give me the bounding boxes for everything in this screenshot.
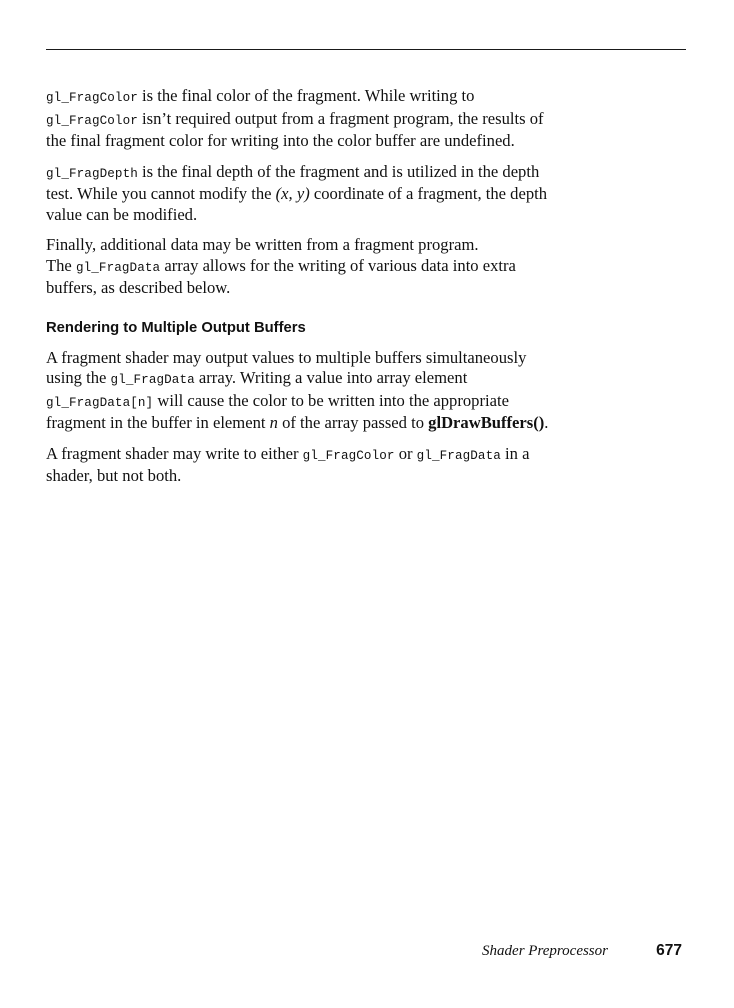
page-footer [46,942,686,964]
header-rule [46,49,686,50]
element-index-n: n [269,413,278,432]
code-gl-fragdepth: gl_FragDepth [46,166,138,181]
page-number: 677 [656,942,682,959]
paragraph-frag-depth: gl_FragDepth is the final depth of the fragment and is utilized in the depth test. While you cannot modify the (x, y) coordinate of a fragment, the depth value can be modified. [46,161,548,224]
code-gl-fragdata-n: gl_FragData[n] [46,395,154,410]
paragraph-multiple-buffers: A fragment shader may output values to multiple buffers simultaneously using the gl_FragData array. Writing a value into array element gl_FragData[n] will cause the color to be written into the appropriate fragment in the buffer in element n of the array passed to glDrawBuffers(). [46,347,549,432]
code-gl-fragdata: gl_FragData [75,260,161,275]
coordinate-xy: (x, y) [275,184,310,203]
paragraph-frag-color: gl_FragColor is the final color of the fragment. While writing to gl_FragColor isn’t required output from a fragment program, the results of the final fragment color for writing into the color buffer are undefined. [46,86,544,150]
code-gl-fragcolor: gl_FragColor [302,448,395,463]
paragraph-either-not-both: A fragment shader may write to either gl_FragColor or gl_FragData in a shader, but not both. [46,443,530,485]
code-gl-fragcolor: gl_FragColor [46,91,138,105]
code-gl-fragdata: gl_FragData [416,448,501,463]
paragraph-frag-data: Finally, additional data may be written from a fragment program. The gl_FragData array allows for the writing of various data into extra buffers, as described below. [46,235,516,297]
section-heading: Rendering to Multiple Output Buffers [46,319,306,336]
code-gl-fragcolor: gl_FragColor [46,113,138,128]
function-gldrawbuffers: glDrawBuffers() [428,413,545,432]
code-gl-fragdata: gl_FragData [110,373,195,387]
running-title: Shader Preprocessor [482,943,608,959]
page-content [46,86,646,497]
